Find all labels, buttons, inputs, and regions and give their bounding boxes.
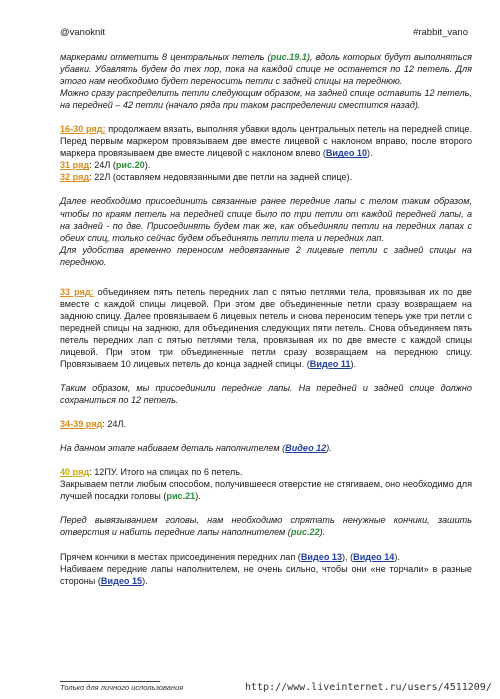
video-14-link[interactable]: Видео 14 [353, 551, 395, 562]
figure-ref-19-1: рис.19.1 [270, 52, 307, 62]
paragraph-move-loops: Для удобства временно переносим недовязанные 2 лицевые петли с задней спицы на переднюю. [60, 244, 472, 267]
paragraph-legs-attached: Таким образом, мы присоединили передние лапы. На передней и задней спице должно сохраниться по 12 петель. [60, 383, 472, 406]
paragraph-hide-ends: Прячем кончики в местах присоединения передних лап (Видео 13), (Видео 14). [60, 551, 400, 562]
paragraph-row-32: 32 ряд: 22Л (оставляем недовязанными две петли на задней спице). [60, 172, 353, 183]
video-11-link[interactable]: Видео 11 [309, 359, 351, 370]
paragraph-join-legs: Далее необходимо присоединить связанные ранее передние лапы с телом таким образом, чтобы по краям петель на передней спице было по три петли от каждой передней лапы, а на задней - по две. Присоединять будем так же, как объединяли петли на передних лапах с обеих спиц, только сейчас будем объединять петли тела и передних лап. [60, 196, 472, 243]
row-label-34-39: 34-39 ряд [60, 419, 103, 430]
footer-url[interactable]: http://www.liveinternet.ru/users/4511209/ [245, 682, 492, 693]
row-label-16-30: 16-30 ряд [60, 124, 103, 135]
header-author: @vanoknit [60, 27, 106, 38]
paragraph-before-head: Перед вывязыванием головы, нам необходимо спрятать ненужные кончики, зашить отверстия и набить передние лапы наполнителем (рис.22). [60, 515, 472, 538]
video-15-link[interactable]: Видео 15 [100, 575, 143, 586]
header-hashtag: #rabbit_vano [413, 27, 468, 38]
row-label-32: 32 ряд [60, 172, 90, 183]
paragraph-markers: маркерами отметить 8 центральных петель (рис.19.1), вдоль которых будут выполняться убавки. Убавлять будем до тех пор, пока на каждой спице не останется по 12 петель. Для этого нам необходимо будет переносить петли с задней спицы на переднюю. [60, 52, 472, 87]
paragraph-row-31: 31 ряд: 24Л (рис.20). [60, 160, 151, 171]
figure-ref-21: рис.21 [166, 491, 196, 502]
paragraph-bind-off: Закрываем петли любым способом, получившееся отверстие не стягиваем, оно необходимо для лучшей посадки головы (рис.21). [60, 479, 472, 502]
paragraph-row-33: 33 ряд: объединяем пять петель передних лап с пятью петлями тела, провязывая их по две вместе с каждой спицы лицевой. При этом две объединенные петли сразу возвращаем на заднюю спицу. Далее провязываем 6 лицевых петель и снова переносим теперь уже три петли с передней спицы на заднюю, для объединения следующих пяти петель. Снова объединяем пять петель передних лап с пятью петлями тела, провязывая их по две вместе с каждой спицы лицевой. При этом три объединенные петли сразу возвращаем на переднюю спицу. Провязываем 10 лицевых петель до конца задней спицы. (Видео 11). [60, 286, 472, 370]
figure-ref-22: рис.22 [290, 527, 320, 538]
row-label-33: 33 ряд [60, 286, 91, 297]
row-label-31: 31 ряд [60, 160, 90, 171]
paragraph-distribution: Можно сразу распределить петли следующим образом, на задней спице оставить 12 петель, на передней – 42 петли (начало ряда при таком распределении сместится назад). [60, 88, 472, 111]
paragraph-row-40: 40 ряд: 12ПУ. Итого на спицах по 6 петель. [60, 467, 243, 478]
video-13-link[interactable]: Видео 13 [300, 551, 343, 562]
document-body [60, 51, 472, 587]
paragraph-stuffing: На данном этапе набиваем деталь наполнителем (Видео 12). [60, 443, 332, 454]
row-label-40: 40 ряд [60, 467, 90, 478]
paragraph-rows-16-30: 16-30 ряд: продолжаем вязать, выполняя убавки вдоль центральных петель на передней спице. Перед первым маркером провязываем две вместе лицевой с наклоном вправо, после второго маркера провязываем две вместе лицевой с наклоном влево (Видео 10). [60, 124, 472, 159]
paragraph-rows-34-39: 34-39 ряд: 24Л. [60, 419, 126, 430]
figure-ref-20: рис.20 [115, 160, 145, 171]
video-10-link[interactable]: Видео 10 [325, 148, 368, 159]
footer-divider [60, 681, 160, 682]
footer-note: Только для личного использования [60, 683, 184, 692]
video-12-link[interactable]: Видео 12 [285, 443, 327, 454]
paragraph-stuff-legs: Набиваем передние лапы наполнителем, не очень сильно, чтобы они «не торчали» в разные стороны (Видео 15). [60, 563, 472, 586]
